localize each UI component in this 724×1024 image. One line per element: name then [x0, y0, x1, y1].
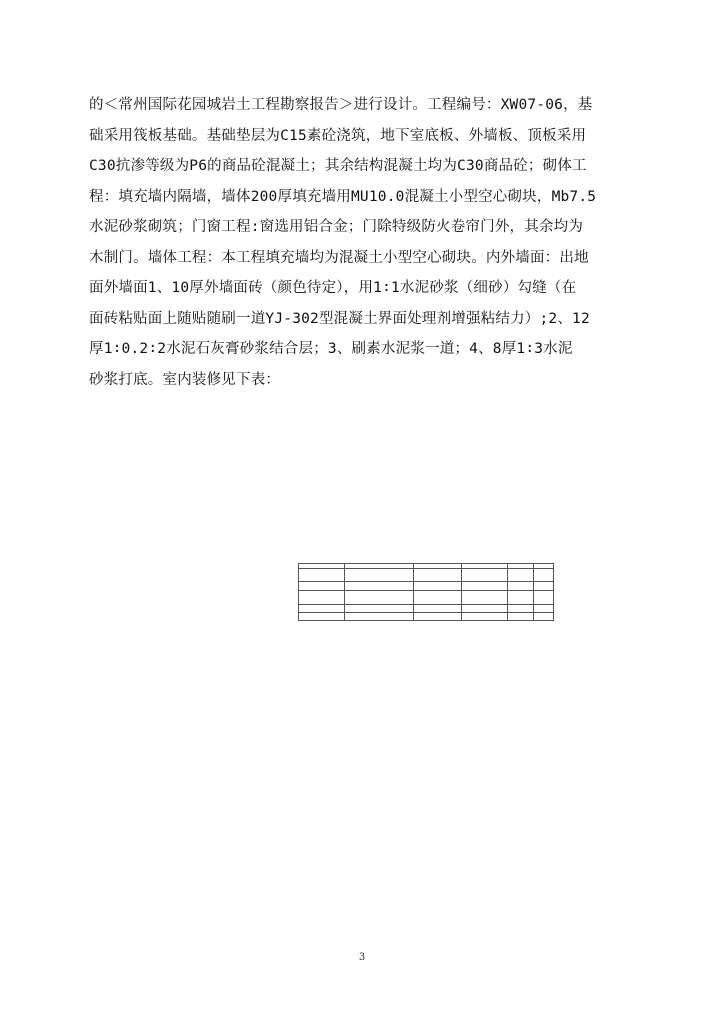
interior-finish-table: [298, 563, 554, 621]
paragraph-line-5: 水泥砂浆砌筑；门窗工程:窗选用铝合金；门除特级防火卷帘门外，其余均为: [89, 219, 584, 235]
table-cell: [533, 569, 553, 582]
table-cell: [462, 613, 508, 621]
table-cell: [508, 582, 534, 591]
table-row: [299, 613, 554, 621]
paragraph-line-4: 程：填充墙内隔墙，墙体200厚填充墙用MU10.0混凝土小型空心砌块，Mb7.5: [89, 188, 597, 205]
table-cell: [299, 591, 345, 605]
paragraph-line-6: 木制门。墙体工程：本工程填充墙均为混凝土小型空心砌块。内外墙面：出地: [89, 249, 589, 266]
table-cell: [508, 605, 534, 613]
table-cell: [533, 591, 553, 605]
table-cell: [413, 613, 461, 621]
body-paragraph: [89, 90, 669, 395]
table-row: [299, 582, 554, 591]
table-cell: [344, 591, 413, 605]
table-cell: [413, 605, 461, 613]
table-title: [298, 557, 554, 562]
paragraph-line-10: 砂浆打底。室内装修见下表：: [89, 371, 281, 388]
table-cell: [533, 605, 553, 613]
table-cell: [299, 613, 345, 621]
table-row: [299, 605, 554, 613]
table-cell: [344, 613, 413, 621]
interior-finish-table-figure: [298, 557, 554, 619]
table-cell: [299, 605, 345, 613]
table-cell: [299, 569, 345, 582]
table-cell: [462, 605, 508, 613]
paragraph-line-7: 面外墙面1、10厚外墙面砖（颜色待定），用1∶1水泥砂浆（细砂）勾缝（在: [89, 280, 577, 296]
table-row: [299, 591, 554, 605]
paragraph-line-8: 面砖粘贴面上随贴随刷一道YJ-302型混凝土界面处理剂增强粘结力）;2、12: [89, 310, 590, 327]
table-cell: [462, 591, 508, 605]
paragraph-line-1: 的＜常州国际花园城岩土工程勘察报告＞进行设计。工程编号：XW07-06，基: [89, 97, 593, 113]
table-cell: [508, 569, 534, 582]
paragraph-line-2: 础采用筏板基础。基础垫层为C15素砼浇筑，地下室底板、外墙板、顶板采用: [89, 127, 587, 144]
table-cell: [462, 582, 508, 591]
table-cell: [413, 591, 461, 605]
page-number: 3: [358, 952, 366, 963]
table-cell: [533, 613, 553, 621]
table-cell: [533, 582, 553, 591]
paragraph-line-9: 厚1∶0.2∶2水泥石灰膏砂浆结合层；3、刷素水泥浆一道；4、8厚1∶3水泥: [89, 341, 573, 357]
table-cell: [508, 613, 534, 621]
table-cell: [462, 569, 508, 582]
table-cell: [344, 582, 413, 591]
table-cell: [344, 605, 413, 613]
table-cell: [508, 591, 534, 605]
table-cell: [344, 569, 413, 582]
table-cell: [413, 569, 461, 582]
table-cell: [413, 582, 461, 591]
table-cell: [299, 582, 345, 591]
table-row: [299, 569, 554, 582]
paragraph-line-3: C30抗渗等级为P6的商品砼混凝土；其余结构混凝土均为C30商品砼；砌体工: [89, 158, 587, 174]
